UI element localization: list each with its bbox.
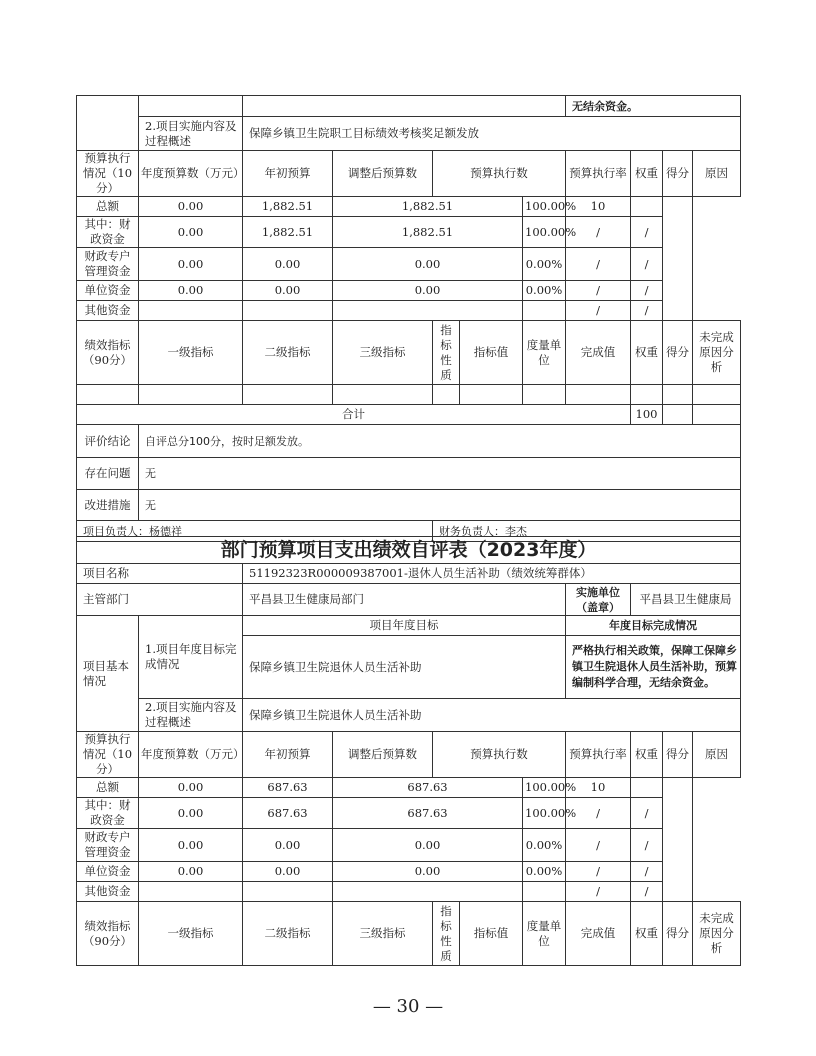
impl-text: 保障乡镇卫生院职工目标绩效考核奖足额发放 [243, 117, 741, 151]
budget-cell: 687.63 [333, 798, 523, 829]
header-cell: 年度预算数（万元） [139, 732, 243, 778]
indicator-section-label: 绩效指标（90分） [77, 321, 139, 385]
budget-row [77, 217, 741, 248]
impl-unit-label: 实施单位（盖章） [566, 584, 631, 616]
budget-cell [631, 778, 663, 798]
budget-cell: / [631, 217, 663, 248]
budget-row [77, 281, 741, 301]
indicator-header: 完成值 [566, 321, 631, 385]
budget-cell: 财政专户管理资金 [77, 829, 139, 862]
impl-label: 2.项目实施内容及过程概述 [139, 699, 243, 732]
budget-cell [333, 882, 523, 902]
budget-cell: 0.00 [243, 248, 333, 281]
budget-cell: 0.00 [139, 248, 243, 281]
indicator-header: 度量单位 [523, 902, 566, 966]
budget-cell: 100.00% [523, 778, 566, 798]
budget-cell: 1,882.51 [243, 217, 333, 248]
indicator-header: 一级指标 [139, 902, 243, 966]
basic-label: 项目基本情况 [77, 616, 139, 732]
budget-cell: / [566, 882, 631, 902]
budget-cell: 财政专户管理资金 [77, 248, 139, 281]
budget-cell: 总额 [77, 197, 139, 217]
budget-row [77, 882, 741, 902]
header-cell: 预算执行率 [566, 151, 631, 197]
indicator-header: 指标值 [460, 902, 523, 966]
reason-cell [663, 778, 693, 902]
budget-cell: / [631, 301, 663, 321]
eval-label: 评价结论 [77, 425, 139, 458]
header-cell: 得分 [663, 151, 693, 197]
budget-cell: / [566, 829, 631, 862]
budget-cell [333, 301, 523, 321]
budget-cell: 0.00 [139, 217, 243, 248]
budget-cell: 10 [566, 778, 631, 798]
budget-cell: 100.00% [523, 798, 566, 829]
indicator-header: 指标值 [460, 321, 523, 385]
budget-row [77, 798, 741, 829]
eval-text: 自评总分100分，按时足额发放。 [139, 425, 741, 458]
budget-cell: 0.00 [243, 862, 333, 882]
budget-cell: 0.00 [333, 281, 523, 301]
header-cell: 预算执行率 [566, 732, 631, 778]
budget-cell: / [631, 798, 663, 829]
budget-cell: / [566, 281, 631, 301]
budget-row [77, 248, 741, 281]
indicator-header: 完成值 [566, 902, 631, 966]
goal-header: 项目年度目标 [243, 616, 566, 636]
problem-label: 存在问题 [77, 458, 139, 490]
budget-cell: 100.00% [523, 217, 566, 248]
header-cell: 权重 [631, 732, 663, 778]
budget-cell: / [566, 248, 631, 281]
budget-cell: 0.00 [333, 862, 523, 882]
improve-text: 无 [139, 490, 741, 521]
budget-cell: / [631, 248, 663, 281]
budget-cell: 687.63 [243, 778, 333, 798]
budget-cell: 0.00 [243, 829, 333, 862]
budget-cell: / [566, 798, 631, 829]
completion-text: 严格执行相关政策，保障工保障乡镇卫生院退休人员生活补助，预算编制科学合理，无结余资金。 [566, 636, 741, 699]
total-label: 合计 [77, 405, 631, 425]
dept-value: 平昌县卫生健康局部门 [243, 584, 566, 616]
finance-lead: 财务负责人：李杰 [433, 521, 741, 542]
budget-cell: 0.00 [139, 829, 243, 862]
indicator-header: 得分 [663, 902, 693, 966]
self-eval-table-2 [76, 536, 741, 966]
total-weight: 100 [631, 405, 663, 425]
reason-cell [663, 197, 693, 321]
indicator-header: 权重 [631, 321, 663, 385]
header-cell: 预算执行数 [433, 732, 566, 778]
indicator-header: 三级指标 [333, 902, 433, 966]
header-cell: 调整后预算数 [333, 732, 433, 778]
budget-cell: 其中：财政资金 [77, 798, 139, 829]
budget-cell: / [566, 217, 631, 248]
budget-cell: 687.63 [243, 798, 333, 829]
indicator-header: 未完成原因分析 [693, 902, 741, 966]
budget-cell: 0.00 [139, 798, 243, 829]
improve-label: 改进措施 [77, 490, 139, 521]
indicator-header: 三级指标 [333, 321, 433, 385]
budget-cell: 单位资金 [77, 281, 139, 301]
budget-section-label: 预算执行情况（10分） [77, 151, 139, 197]
budget-row [77, 829, 741, 862]
project-lead: 项目负责人：杨德祥 [77, 521, 433, 542]
indicator-header: 一级指标 [139, 321, 243, 385]
budget-cell: 1,882.51 [243, 197, 333, 217]
self-eval-table-1 [76, 95, 741, 542]
indicator-header: 度量单位 [523, 321, 566, 385]
budget-row [77, 778, 741, 798]
budget-cell: 0.00% [523, 829, 566, 862]
budget-cell: 0.00% [523, 248, 566, 281]
budget-cell: / [631, 862, 663, 882]
header-cell: 权重 [631, 151, 663, 197]
budget-cell: 0.00 [243, 281, 333, 301]
budget-cell: 687.63 [333, 778, 523, 798]
indicator-section-label: 绩效指标（90分） [77, 902, 139, 966]
budget-cell [523, 882, 566, 902]
budget-cell: 0.00 [139, 281, 243, 301]
header-cell: 原因 [693, 151, 741, 197]
name-value: 51192323R000009387001-退休人员生活补助（绩效统筹群体） [243, 564, 741, 584]
budget-row [77, 301, 741, 321]
header-cell: 得分 [663, 732, 693, 778]
budget-cell: 0.00 [333, 248, 523, 281]
budget-cell: 100.00% [523, 197, 566, 217]
budget-cell: / [631, 281, 663, 301]
budget-cell: 其他资金 [77, 882, 139, 902]
indicator-header: 二级指标 [243, 321, 333, 385]
budget-row [77, 862, 741, 882]
page-number: — 30 — [372, 996, 444, 1017]
table-title: 部门预算项目支出绩效自评表（2023年度） [77, 537, 741, 564]
budget-cell: / [631, 829, 663, 862]
budget-cell: 单位资金 [77, 862, 139, 882]
budget-cell: 0.00 [333, 829, 523, 862]
header-cell: 年初预算 [243, 151, 333, 197]
budget-row [77, 197, 741, 217]
goal-label: 1.项目年度目标完成情况 [139, 616, 243, 699]
budget-cell: 0.00% [523, 281, 566, 301]
budget-cell: / [566, 862, 631, 882]
indicator-header: 未完成原因分析 [693, 321, 741, 385]
indicator-header: 得分 [663, 321, 693, 385]
problem-text: 无 [139, 458, 741, 490]
indicator-header: 指标性质 [433, 902, 460, 966]
dept-label: 主管部门 [77, 584, 243, 616]
indicator-header: 二级指标 [243, 902, 333, 966]
budget-cell [243, 882, 333, 902]
budget-cell: / [631, 882, 663, 902]
indicator-header: 指标性质 [433, 321, 460, 385]
budget-cell: 0.00 [139, 778, 243, 798]
budget-cell: / [566, 301, 631, 321]
header-cell: 预算执行数 [433, 151, 566, 197]
budget-cell: 总额 [77, 778, 139, 798]
completion-header: 年度目标完成情况 [566, 616, 741, 636]
budget-cell: 其中：财政资金 [77, 217, 139, 248]
budget-cell: 其他资金 [77, 301, 139, 321]
header-cell: 年度预算数（万元） [139, 151, 243, 197]
budget-cell [139, 301, 243, 321]
header-cell: 调整后预算数 [333, 151, 433, 197]
header-cell: 原因 [693, 732, 741, 778]
budget-cell: 0.00 [139, 197, 243, 217]
budget-cell: 1,882.51 [333, 197, 523, 217]
impl-unit-value: 平昌县卫生健康局 [631, 584, 741, 616]
budget-cell [243, 301, 333, 321]
budget-cell: 1,882.51 [333, 217, 523, 248]
header-cell: 年初预算 [243, 732, 333, 778]
completion-text-tail: 无结余资金。 [566, 96, 741, 117]
budget-cell [523, 301, 566, 321]
goal-text: 保障乡镇卫生院退休人员生活补助 [243, 636, 566, 699]
budget-section-label: 预算执行情况（10分） [77, 732, 139, 778]
budget-cell [631, 197, 663, 217]
budget-cell [139, 882, 243, 902]
name-label: 项目名称 [77, 564, 243, 584]
budget-cell: 10 [566, 197, 631, 217]
impl-text: 保障乡镇卫生院退休人员生活补助 [243, 699, 741, 732]
impl-label: 2.项目实施内容及过程概述 [139, 117, 243, 151]
budget-cell: 0.00% [523, 862, 566, 882]
budget-cell: 0.00 [139, 862, 243, 882]
indicator-header: 权重 [631, 902, 663, 966]
